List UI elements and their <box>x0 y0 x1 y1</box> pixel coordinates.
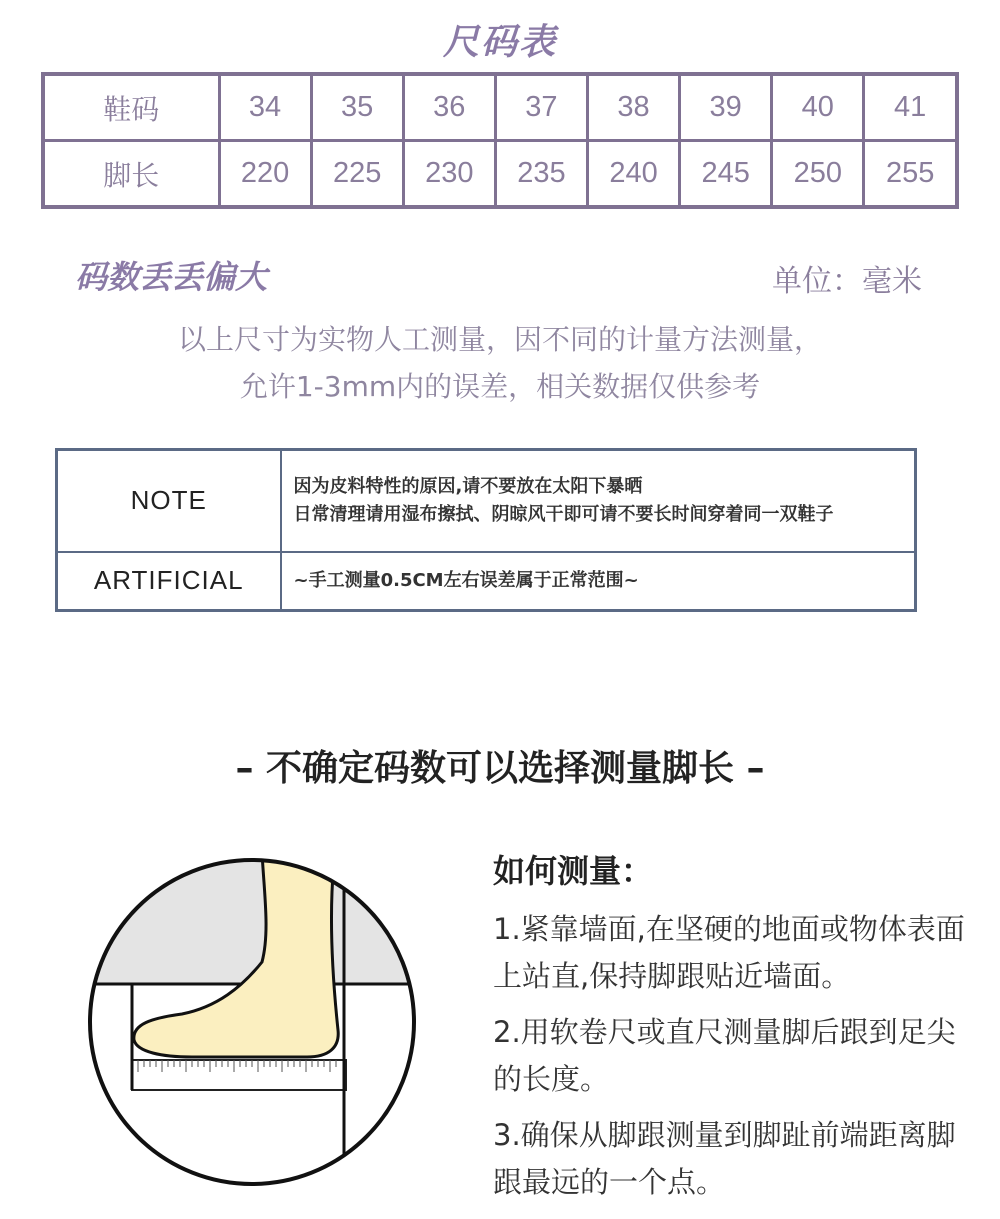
table-row <box>43 74 957 141</box>
table-cell: 38 <box>588 74 680 141</box>
table-cell: 36 <box>403 74 495 141</box>
foot-measure-illustration <box>82 852 422 1192</box>
size-chart-title: 尺码表 <box>442 22 557 63</box>
table-cell: 240 <box>588 141 680 208</box>
step-item: 3.确保从脚跟测量到脚趾前端距离脚跟最远的一个点。 <box>493 1118 956 1199</box>
unit-label: 单位：毫米 <box>772 264 922 299</box>
table-cell: 39 <box>680 74 772 141</box>
table-cell: 34 <box>219 74 311 141</box>
note-line: 因为皮料特性的原因,请不要放在太阳下暴晒 <box>293 475 643 497</box>
care-notes-table <box>55 448 917 612</box>
disclaimer-line: 允许1-3mm内的误差，相关数据仅供参考 <box>239 370 761 403</box>
row-label-foot-length: 脚长 <box>43 141 219 208</box>
table-cell: 230 <box>403 141 495 208</box>
table-cell: 255 <box>864 141 957 208</box>
table-cell: 40 <box>772 74 864 141</box>
artificial-content <box>281 552 916 611</box>
table-row <box>43 141 957 208</box>
table-cell: 35 <box>311 74 403 141</box>
measurement-disclaimer <box>0 316 1000 410</box>
size-chart-table <box>41 72 959 209</box>
table-cell: 220 <box>219 141 311 208</box>
step-item: 1.紧靠墙面,在坚硬的地面或物体表面上站直,保持脚跟贴近墙面。 <box>493 912 965 993</box>
measure-section-heading: – 不确定码数可以选择测量脚长 – <box>235 748 765 789</box>
table-cell: 250 <box>772 141 864 208</box>
table-cell: 245 <box>680 141 772 208</box>
runs-large-note: 码数丢丢偏大 <box>75 258 268 296</box>
row-label-shoe-size: 鞋码 <box>43 74 219 141</box>
howto-title: 如何测量： <box>493 852 654 890</box>
note-label: NOTE <box>57 450 281 552</box>
table-cell: 37 <box>495 74 587 141</box>
disclaimer-line: 以上尺寸为实物人工测量，因不同的计量方法测量， <box>177 323 822 356</box>
table-cell: 225 <box>311 141 403 208</box>
note-content <box>281 450 916 552</box>
artificial-label: ARTIFICIAL <box>57 552 281 611</box>
table-row <box>57 450 916 552</box>
ruler-shape <box>132 1060 346 1090</box>
note-line: 日常清理请用湿布擦拭、阴晾风干即可请不要长时间穿着同一双鞋子 <box>293 503 834 525</box>
step-item: 2.用软卷尺或直尺测量脚后跟到足尖的长度。 <box>493 1015 956 1096</box>
table-cell: 41 <box>864 74 957 141</box>
table-row <box>57 552 916 611</box>
table-cell: 235 <box>495 141 587 208</box>
note-line: ~手工测量0.5CM左右误差属于正常范围~ <box>293 569 639 591</box>
howto-steps <box>493 906 983 1215</box>
